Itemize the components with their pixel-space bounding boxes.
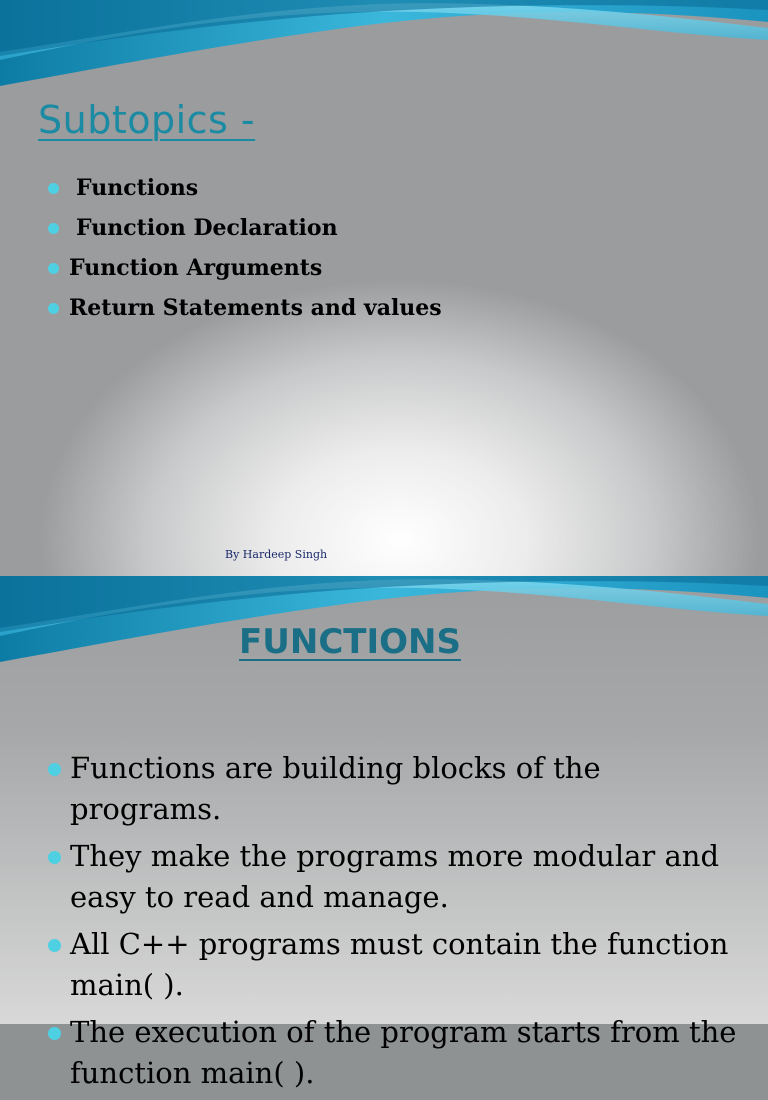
list-item <box>48 288 442 328</box>
list-item-label: Functions <box>76 175 199 201</box>
list-item <box>48 924 748 1006</box>
bullet-icon <box>48 939 61 952</box>
author-byline: By Hardeep Singh <box>225 548 328 561</box>
slide-functions <box>0 576 768 1090</box>
list-item <box>48 748 748 830</box>
wave-banner <box>0 0 768 90</box>
bullet-icon <box>48 183 59 194</box>
list-item <box>48 1012 748 1094</box>
bullet-icon <box>48 303 59 314</box>
slide-title: Subtopics - <box>38 98 256 142</box>
bullet-icon <box>48 263 59 274</box>
list-item-label: They make the programs more modular and easy to read and manage. <box>70 839 720 914</box>
subtopics-list <box>48 168 442 328</box>
list-item <box>48 168 442 208</box>
list-item-label: Function Arguments <box>69 255 323 281</box>
bullet-icon <box>48 1027 61 1040</box>
list-item-label: Functions are building blocks of the programs. <box>70 751 601 826</box>
list-item <box>48 208 442 248</box>
bullet-icon <box>48 851 61 864</box>
functions-list <box>48 748 748 1100</box>
bullet-icon <box>48 763 61 776</box>
list-item <box>48 248 442 288</box>
list-item-label: All C++ programs must contain the function main( ). <box>70 927 729 1002</box>
list-item-label: The execution of the program starts from the function main( ). <box>70 1015 737 1090</box>
list-item <box>48 836 748 918</box>
list-item-label: Return Statements and values <box>69 295 442 321</box>
slide-title: FUNCTIONS <box>239 622 461 662</box>
bullet-icon <box>48 223 59 234</box>
list-item-label: Function Declaration <box>76 215 338 241</box>
